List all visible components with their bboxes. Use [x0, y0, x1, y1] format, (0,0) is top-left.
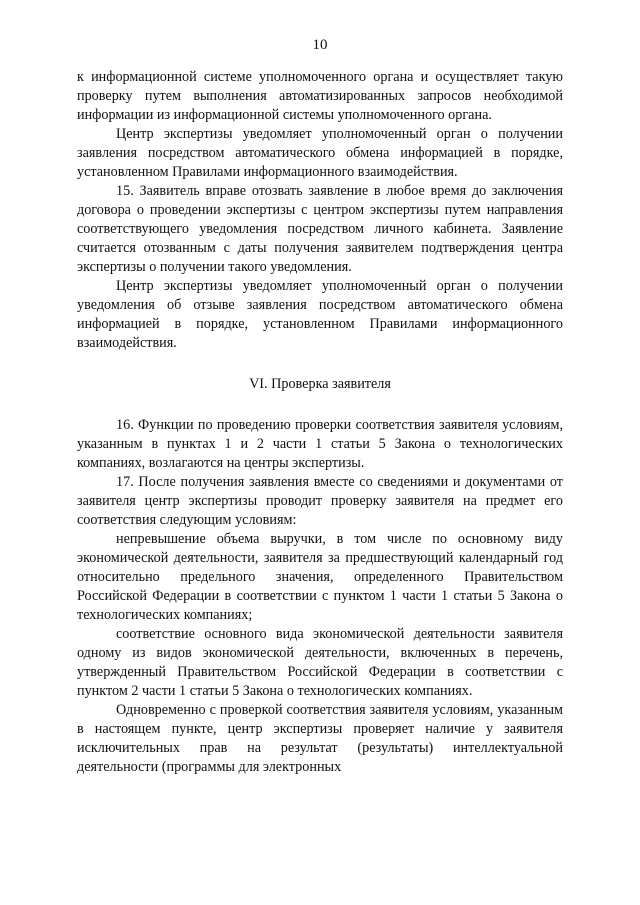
paragraph: Одновременно с проверкой соответствия заявителя условиям, указанным в настоящем пункте, центр экспертизы проверяет наличие у заявителя исключительных прав на результат (результаты) интеллектуальной деятельности (программы для электронных [77, 702, 563, 775]
paragraph: Центр экспертизы уведомляет уполномоченный орган о получении уведомления об отзыве заявления посредством автоматического обмена информацией в порядке, установленном Правилами информационного взаимодействия. [77, 278, 563, 351]
paragraph-continuation: к информационной системе уполномоченного органа и осуществляет такую проверку путем выполнения автоматизированных запросов необходимой информации из информационной системы уполномоченного органа. [77, 69, 563, 123]
paragraph-clause-17: 17. После получения заявления вместе со сведениями и документами от заявителя центр экспертизы проводит проверку заявителя на предмет его соответствия следующим условиям: [77, 474, 563, 528]
paragraph-condition-revenue: непревышение объема выручки, в том числе по основному виду экономической деятельности, заявителя за предшествующий календарный год относительно предельного значения, определенного Правительством Российской Федерации в соответствии с пунктом 1 части 1 статьи 5 Закона о технологических компаниях; [77, 531, 563, 623]
paragraph: Центр экспертизы уведомляет уполномоченный орган о получении заявления посредством автоматического обмена информацией в порядке, установленном Правилами информационного взаимодействия. [77, 126, 563, 180]
paragraph-condition-activity: соответствие основного вида экономической деятельности заявителя одному из видов экономической деятельности, включенных в перечень, утвержденный Правительством Российской Федерации в соответствии с пунктом 2 части 1 статьи 5 Закона о технологических компаниях. [77, 626, 563, 699]
page-number: 10 [312, 37, 328, 53]
document-body [77, 68, 563, 777]
section-heading: VI. Проверка заявителя [249, 376, 391, 392]
paragraph-clause-16: 16. Функции по проведению проверки соответствия заявителя условиям, указанным в пунктах 1 и 2 части 1 статьи 5 Закона о технологических компаниях, возлагаются на центры экспертизы. [77, 417, 563, 471]
paragraph-clause-15: 15. Заявитель вправе отозвать заявление в любое время до заключения договора о проведении экспертизы с центром экспертизы путем направления соответствующего уведомления посредством личного кабинета. Заявление считается отозванным с даты получения заявителем подтверждения центра экспертизы о получении такого уведомления. [77, 183, 563, 275]
